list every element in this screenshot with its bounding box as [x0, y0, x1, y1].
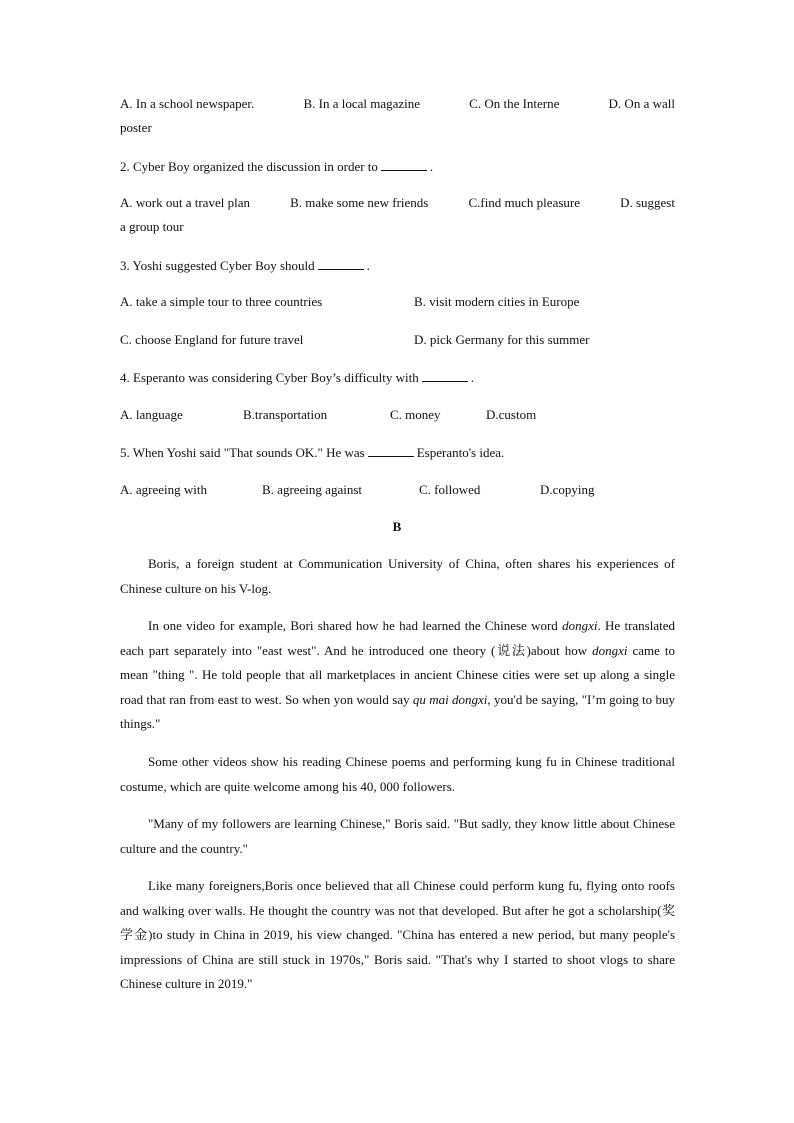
p2-text-b: . He translated each part separately into "east west". And he introduced one theory (说法)about how: [120, 618, 675, 658]
p2-phrase-qu-mai-dongxi: qu mai dongxi: [412, 691, 488, 707]
q3-option-c: C. choose England for future travel: [120, 332, 304, 347]
q3-stem: 3. Yoshi suggested Cyber Boy should .: [120, 258, 370, 273]
section-b-paragraph-5: Like many foreigners,Boris once believed that all Chinese could perform kung fu, flying onto roofs and walking over walls. He thought the country was not that developed. But after he got a scholarship(奖学金)to study in China in 2019, his view changed. "China has entered a new period, but many people's impressions of China are still stuck in 1970s," Boris said. "That's why I started to shoot vlogs to share Chinese culture in 2019.": [120, 878, 675, 991]
q5-stem: [120, 444, 504, 461]
q1-option-d: D. On a wall: [608, 96, 675, 111]
p2-word-dongxi-1: dongxi: [562, 618, 598, 633]
q4-answer-blank: [422, 369, 468, 382]
q5-option-b: B. agreeing against: [262, 482, 362, 497]
q2-option-d-continued: a group tour: [120, 219, 184, 234]
q2-option-d: D. suggest: [620, 195, 675, 210]
p2-text-d: , you'd be saying, "I’m going to buy things.": [120, 691, 675, 731]
q5-stem-post: Esperanto's idea.: [416, 445, 505, 460]
q3-option-b: B. visit modern cities in Europe: [414, 294, 580, 309]
q2-stem: 2. Cyber Boy organized the discussion in order to .: [120, 159, 434, 174]
section-b-paragraph-1: Boris, a foreign student at Communication University of China, often shares his experiences of Chinese culture on his V-log.: [120, 556, 675, 596]
q3-option-a: A. take a simple tour to three countries: [120, 294, 323, 309]
q4-stem: 4. Esperanto was considering Cyber Boy’s difficulty with .: [120, 370, 474, 385]
q2-stem-text: 2. Cyber Boy organized the discussion in order to: [120, 159, 378, 174]
q5-answer-blank: [368, 444, 414, 457]
section-b-paragraph-2: [120, 614, 675, 737]
section-b-title: B: [392, 519, 402, 534]
q3-stem-text: 3. Yoshi suggested Cyber Boy should: [120, 258, 315, 273]
q5-stem-pre: 5. When Yoshi said "That sounds OK." He was: [120, 445, 365, 460]
q1-option-d-continued: poster: [120, 120, 152, 135]
section-b-paragraph-3: Some other videos show his reading Chinese poems and performing kung fu in Chinese traditional costume, which are quite welcome among his 40, 000 followers.: [120, 754, 675, 794]
q4-option-d: D.custom: [486, 407, 537, 422]
p2-text-a: In one video for example, Bori shared how he had learned the Chinese word: [148, 618, 563, 633]
q4-stem-text: 4. Esperanto was considering Cyber Boy’s difficulty with: [120, 370, 419, 385]
q5-option-c: C. followed: [419, 482, 481, 497]
q1-options-row: [120, 96, 675, 112]
q2-option-c: C.find much pleasure: [468, 195, 580, 210]
q2-option-a: A. work out a travel plan: [120, 195, 250, 210]
q4-option-c: C. money: [390, 407, 441, 422]
q5-option-d: D.copying: [540, 482, 595, 497]
q5-option-a: A. agreeing with: [120, 482, 208, 497]
q2-options-row: [120, 195, 675, 211]
q3-option-d: D. pick Germany for this summer: [414, 332, 590, 347]
q1-option-c: C. On the Interne: [469, 96, 560, 111]
p2-text-c: came to mean "thing ". He told people that all marketplaces in ancient Chinese cities were set up along a single road that ran from east to west. So when yon would say: [120, 642, 675, 707]
q3-answer-blank: [318, 257, 364, 270]
q1-option-a: A. In a school newspaper.: [120, 96, 255, 111]
q2-option-b: B. make some new friends: [290, 195, 429, 210]
q4-option-b: B.transportation: [243, 407, 328, 422]
q4-option-a: A. language: [120, 407, 183, 422]
q2-answer-blank: [381, 158, 427, 171]
section-b-paragraph-4: "Many of my followers are learning Chinese," Boris said. "But sadly, they know little about Chinese culture and the country.": [120, 816, 675, 856]
p2-word-dongxi-2: dongxi: [592, 642, 628, 658]
q1-option-b: B. In a local magazine: [303, 96, 421, 111]
